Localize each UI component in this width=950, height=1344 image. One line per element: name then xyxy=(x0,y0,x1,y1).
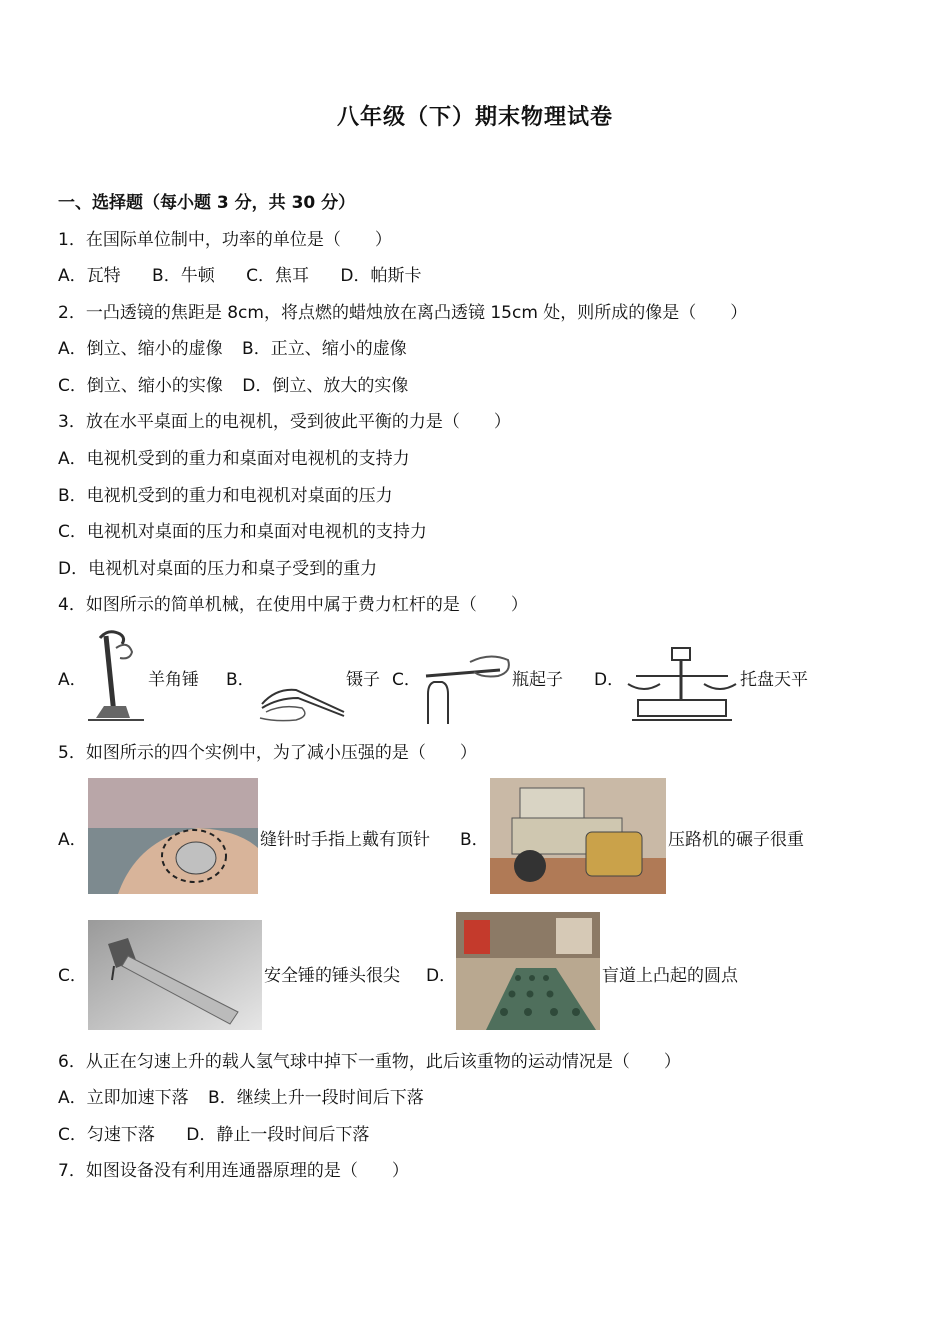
q3-option-a: A．电视机受到的重力和桌面对电视机的支持力 xyxy=(58,449,410,469)
claw-hammer-figure xyxy=(86,628,146,724)
question-7-stem: 7．如图设备没有利用连通器原理的是（ ） xyxy=(58,1161,409,1181)
q2-option-b: B．正立、缩小的虚像 xyxy=(242,339,407,359)
question-2-options-row2 xyxy=(58,375,408,397)
q6-option-a: A．立即加速下落 xyxy=(58,1088,189,1108)
tweezers-figure xyxy=(256,668,348,724)
q5-option-c-letter: C． xyxy=(58,966,87,986)
question-6-stem: 6．从正在匀速上升的载人氢气球中掉下一重物，此后该重物的运动情况是（ ） xyxy=(58,1052,681,1072)
q5-option-c-text: 安全锤的锤头很尖 xyxy=(264,966,400,986)
question-3-stem: 3．放在水平桌面上的电视机，受到彼此平衡的力是（ ） xyxy=(58,412,511,432)
q1-option-c: C．焦耳 xyxy=(246,266,309,286)
question-6-options-row1 xyxy=(58,1087,424,1109)
safety-hammer-photo xyxy=(88,920,262,1030)
question-1-stem: 1．在国际单位制中，功率的单位是（ ） xyxy=(58,230,392,250)
q3-option-b: B．电视机受到的重力和电视机对桌面的压力 xyxy=(58,486,393,506)
thimble-photo xyxy=(88,778,258,894)
q4-option-d-text: 托盘天平 xyxy=(740,670,808,690)
q1-option-d: D．帕斯卡 xyxy=(340,266,422,286)
q1-option-a: A．瓦特 xyxy=(58,266,121,286)
question-4-stem: 4．如图所示的简单机械，在使用中属于费力杠杆的是（ ） xyxy=(58,595,528,615)
q2-option-a: A．倒立、缩小的虚像 xyxy=(58,339,223,359)
q6-option-c: C．匀速下落 xyxy=(58,1125,155,1145)
q4-option-d-letter: D． xyxy=(594,670,625,690)
question-5-stem: 5．如图所示的四个实例中，为了减小压强的是（ ） xyxy=(58,743,477,763)
q5-option-b-text: 压路机的碾子很重 xyxy=(668,830,804,850)
q5-option-a-text: 缝针时手指上戴有顶针 xyxy=(260,830,430,850)
q6-option-d: D．静止一段时间后下落 xyxy=(186,1125,370,1145)
page-title: 八年级（下）期末物理试卷 xyxy=(336,105,613,130)
question-2-options-row1 xyxy=(58,338,407,360)
q6-option-b: B．继续上升一段时间后下落 xyxy=(208,1088,424,1108)
q3-option-d: D．电视机对桌面的压力和桌子受到的重力 xyxy=(58,559,378,579)
q1-option-b: B．牛顿 xyxy=(152,266,215,286)
q4-option-b-letter: B． xyxy=(226,670,255,690)
q5-option-d-text: 盲道上凸起的圆点 xyxy=(602,966,738,986)
road-roller-photo xyxy=(490,778,666,894)
q5-option-d-letter: D． xyxy=(426,966,457,986)
q4-option-c-letter: C． xyxy=(392,670,421,690)
q2-option-c: C．倒立、缩小的实像 xyxy=(58,376,223,396)
q2-option-d: D．倒立、放大的实像 xyxy=(242,376,409,396)
q3-option-c: C．电视机对桌面的压力和桌面对电视机的支持力 xyxy=(58,522,427,542)
question-2-stem: 2．一凸透镜的焦距是 8cm，将点燃的蜡烛放在离凸透镜 15cm 处，则所成的像是（ ） xyxy=(58,303,748,323)
q5-option-b-letter: B． xyxy=(460,830,489,850)
q5-option-a-letter: A． xyxy=(58,830,87,850)
q4-option-b-text: 镊子 xyxy=(346,670,380,690)
balance-scale-figure xyxy=(624,644,740,724)
bottle-opener-figure xyxy=(420,650,514,724)
q4-option-c-text: 瓶起子 xyxy=(512,670,563,690)
question-6-options-row2 xyxy=(58,1124,369,1146)
q4-option-a-letter: A． xyxy=(58,670,87,690)
q4-option-a-text: 羊角锤 xyxy=(148,670,199,690)
tactile-paving-photo xyxy=(456,912,600,1030)
question-1-options xyxy=(58,265,422,287)
section-heading: 一、选择题（每小题 3 分，共 30 分） xyxy=(58,193,356,213)
